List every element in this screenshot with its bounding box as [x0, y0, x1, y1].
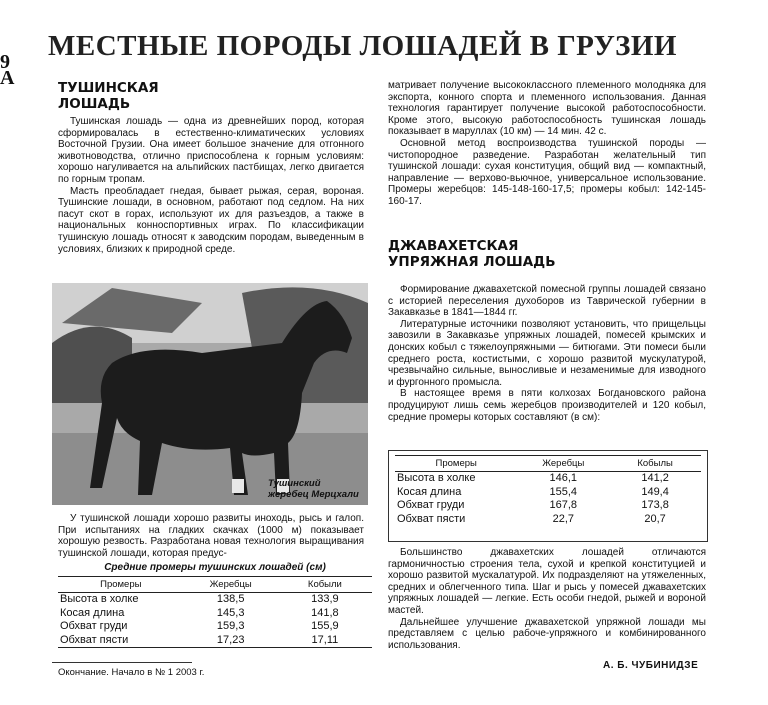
table-cell: Косая длина [60, 606, 125, 619]
table-cell: 138,5 [216, 593, 245, 606]
paragraph: Формирование джавахетской помесной группы лошадей связано с историей переселения духоборов из Таврической губернии в Закавказье в 1841—1844 гг. [388, 284, 706, 319]
table-cell: Косая длина [397, 485, 462, 498]
table-cell: 173,8 [641, 499, 669, 511]
table-row [58, 620, 372, 634]
table-cell: Высота в холке [397, 472, 476, 484]
table-row [58, 607, 372, 621]
right-column-bottom [388, 547, 706, 651]
heading-tushinskaya-line1: ТУШИНСКАЯ [58, 80, 159, 96]
left-column-top [58, 80, 364, 255]
paragraph: Дальнейшее улучшение джавахетской упряжной лошади мы представляем с целью рабоче-упряжного и комбинированного использования. [388, 616, 706, 651]
footnote-divider [52, 662, 192, 663]
heading-dzhavakhetskaya-line1: ДЖАВАХЕТСКАЯ [388, 238, 519, 254]
table-cell: 167,8 [549, 499, 578, 511]
table-cell: Обхват пясти [58, 634, 184, 648]
table-row [395, 499, 701, 513]
heading-dzhavakhetskaya-line2: УПРЯЖНАЯ ЛОШАДЬ [388, 254, 556, 270]
left-column-bottom [58, 513, 364, 559]
dzhavakhetskaya-table-box [388, 450, 708, 542]
table-row [395, 472, 701, 486]
column-header: Жеребцы [184, 576, 278, 593]
horse-photo-drawing [52, 283, 368, 505]
table-title: Средние промеры тушинских лошадей (см) [104, 562, 326, 573]
right-column-top [388, 80, 706, 208]
table-cell: Высота в холке [60, 593, 139, 606]
column-header: Кобылы [609, 456, 701, 472]
table-cell: Обхват груди [60, 620, 128, 633]
table-cell: 20,7 [644, 512, 666, 525]
tushinskaya-measurements-table [58, 576, 372, 649]
table-cell: 141,8 [311, 606, 339, 619]
table-cell: 141,2 [641, 472, 669, 484]
paragraph: Масть преобладает гнедая, бывает рыжая, серая, вороная. Тушинские лошади, в основном, работают под седлом. На них пасут скот в горах, используют их для разъездов, а также в национальных конноспортивных играх. По классификации тушинскую лошадь относят к заводским породам, выведенным в условиях, близких к природной среде. [58, 185, 364, 255]
table-cell: Обхват груди [397, 499, 465, 511]
table-row [58, 593, 372, 607]
table-cell: 145,3 [216, 606, 245, 619]
table-header-row [395, 456, 701, 472]
paragraph: У тушинской лошади хорошо развиты иноходь, рысь и галоп. При испытаниях на гладких скачках (1000 м) показывает хорошую резвость. Разработана новая технология выращивания тушинской лошади, которая предус- [58, 513, 364, 559]
page-title: МЕСТНЫЕ ПОРОДЫ ЛОШАДЕЙ В ГРУЗИИ [48, 30, 677, 62]
dzhavakhetskaya-measurements-table [395, 455, 701, 526]
author-name: А. Б. ЧУБИНИДЗЕ [603, 660, 699, 671]
caption-line: жеребец Мерцхали [268, 489, 359, 500]
tushinskaya-table-block [58, 560, 372, 648]
column-header: Жеребцы [517, 456, 609, 472]
right-column-middle [388, 284, 706, 423]
column-header: Промеры [395, 456, 517, 472]
table-cell: 133,9 [311, 593, 339, 606]
table-cell: 155,9 [311, 620, 339, 633]
table-cell: 146,1 [549, 472, 578, 484]
right-column-heading [388, 238, 706, 270]
table-cell: 17,11 [278, 634, 372, 648]
table-cell: 155,4 [549, 485, 578, 498]
column-header: Кобыли [278, 576, 372, 593]
paragraph: Большинство джавахетских лошадей отличаются гармоничностью строения тела, сухой и крепкой конституцией и хорошо развитой мускалатурой. Их подразделяют на утяжеленных, средних и облегченного типа. Шаг и рысь у помесей джавахетских упряжных лошадей — легкие. Есть особи гнедой, рыжей и вороной мастей. [388, 547, 706, 616]
table-cell: 17,23 [184, 634, 278, 648]
horse-photo [52, 283, 368, 505]
table-header-row [58, 576, 372, 593]
table-row [395, 486, 701, 500]
paragraph: Литературные источники позволяют установить, что прищельцы завозили в Закавказье упряжных лошадей, помесей крымских и донских кобыл с тяжелоупряжными — битюгами. Эти помеси были среднего роста, костистыми, с хорошо развитой мускулатурой, чрезвычайно сильные, выносливые и незаменимые для изводного и фургонного промысла. [388, 318, 706, 388]
paragraph: Основной метод воспроизводства тушинской породы — чистопородное разведение. Разработан желательный тип тушинской лошади: сухая конституция, общий вид — компактный, направление — верхово-вьючное, универсальное использование. Промеры жеребцов: 145-148-160-17,5; промеры кобыл: 142-145-160-17. [388, 137, 706, 207]
paragraph: Тушинская лошадь — одна из древнейших пород, которая сформировалась в естественно-климатических условиях Восточной Грузии. Она имеет большое значение для отгонного животноводства, отлично приспособлена к горным условиям: хорошо нагуливается на альпийских пастбищах, легко двигается по горным тропам. [58, 116, 364, 185]
heading-tushinskaya-line2: ЛОШАДЬ [58, 96, 131, 112]
table-cell: 149,4 [641, 485, 669, 498]
footnote: Окончание. Начало в № 1 2003 г. [58, 667, 205, 678]
table-cell: Обхват пясти [397, 512, 466, 525]
caption-line: Тушинский [268, 478, 321, 489]
table-row [395, 513, 701, 527]
table-cell: 22,7 [552, 512, 574, 525]
paragraph: В настоящее время в пяти колхозах Богдановского района продуцируют лишь семь жеребцов производителей и 120 кобыл, средние промеры которых составляют (в см): [388, 388, 706, 423]
table-row [58, 634, 372, 648]
table-cell: 159,3 [216, 620, 245, 633]
paragraph: матривает получение высококлассного племенного молодняка для экспорта, конного спорта и племенного использования. Данная технология гарантирует получение высокой работоспособности. Кроме этого, высокую работоспособность тушинская лошадь показывает в маруллах (10 км) — 14 мин. 42 с. [388, 80, 706, 138]
column-header: Промеры [58, 576, 184, 593]
edge-mark: 9 A [0, 51, 15, 89]
photo-caption [268, 478, 359, 500]
